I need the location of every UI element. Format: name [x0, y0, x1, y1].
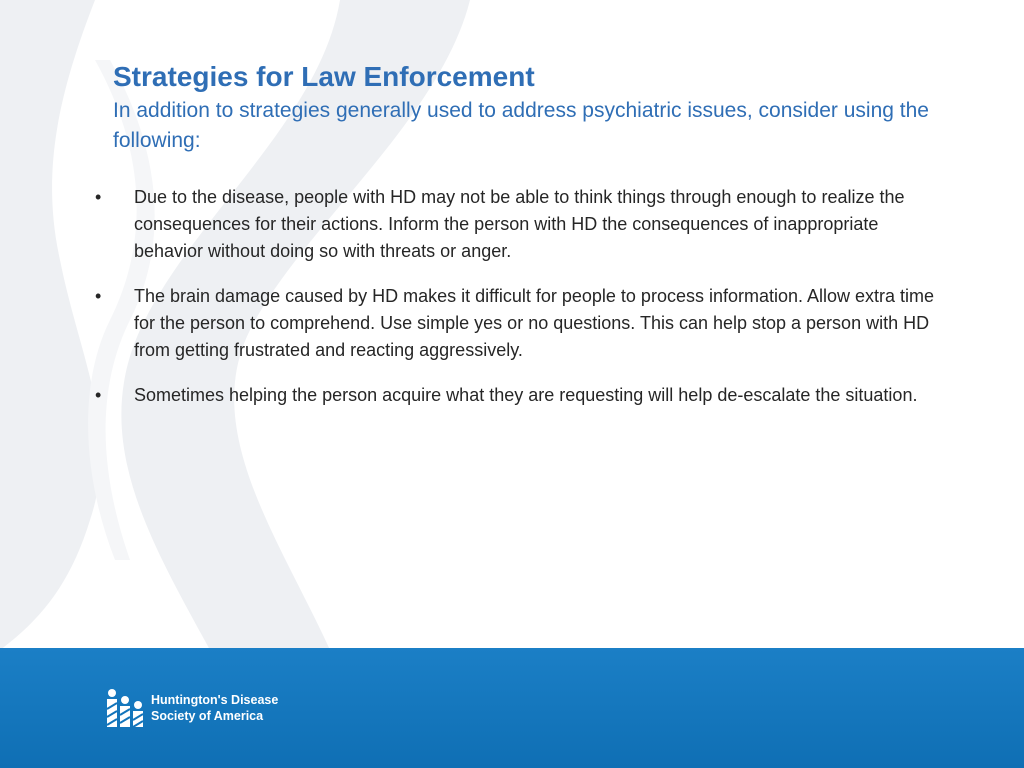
slide-title: Strategies for Law Enforcement [113, 61, 535, 92]
bullet-text: The brain damage caused by HD makes it difficult for people to process information. Allow extra time for the person to comprehend. Use simple yes or no questions. This can help stop a person with HD from getting frustrated and reacting aggressively. [134, 286, 935, 360]
ribbon-shape-left [0, 0, 101, 650]
bullet-marker: • [95, 286, 102, 306]
hdsa-logo-icon [103, 687, 147, 729]
logo-line-2: Society of America [151, 709, 264, 723]
bullet-text: Sometimes helping the person acquire what they are requesting will help de-escalate the situation. [134, 385, 918, 405]
bullet-item [95, 184, 945, 265]
bullet-marker: • [95, 187, 102, 207]
slide-subtitle: In addition to strategies generally used to address psychiatric issues, consider using the following: [113, 99, 929, 152]
bullet-item [95, 382, 945, 409]
bullet-list [95, 184, 945, 427]
bullet-item [95, 283, 945, 364]
hdsa-logo [103, 687, 278, 729]
hdsa-logo-wordmark [151, 692, 278, 724]
bullet-text: Due to the disease, people with HD may not be able to think things through enough to realize the consequences for their actions. Inform the person with HD the consequences of inappropriate behavior without doing so with threats or anger. [134, 187, 905, 261]
bullet-marker: • [95, 385, 102, 405]
logo-line-1: Huntington's Disease [151, 693, 279, 707]
title-block [113, 58, 953, 156]
